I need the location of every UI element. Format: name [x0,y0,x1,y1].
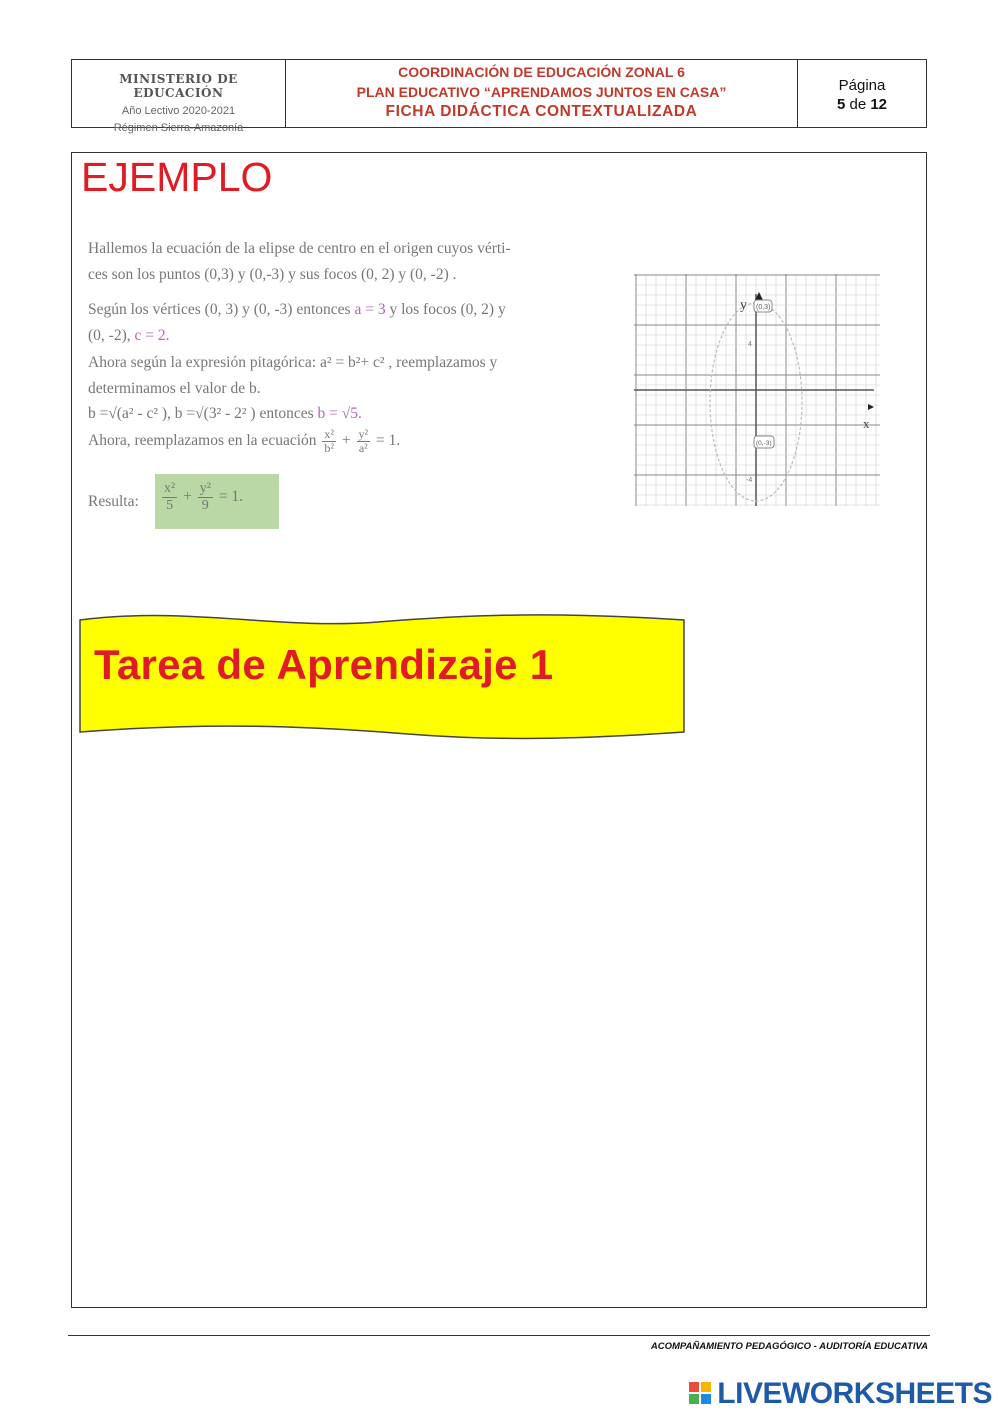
top-vertex-label: (0,3) [756,304,771,311]
example-line-5: Ahora según la expresión pitagórica: a² = b²+ c² , reemplazamos y [88,354,498,371]
example-line-3-rest: y los focos (0, 2) y [389,301,506,318]
frac-den: a² [358,441,368,455]
frac-num: y² [199,481,211,496]
example-line-1: Hallemos la ecuación de la elipse de centro en el origen cuyos vérti- [88,240,511,257]
liveworksheets-logo-icon [689,1382,713,1406]
header-ficha: FICHA DIDÁCTICA CONTEXTUALIZADA [385,103,698,120]
document-header [71,59,927,134]
result-fraction-x [162,481,177,514]
bottom-vertex-label: (0,-3) [756,440,772,447]
value-a: a = 3 [354,301,386,318]
page-label: Página [838,77,886,94]
task-title: Tarea de Aprendizaje 1 [94,641,554,688]
liveworksheets-brand[interactable] [689,1376,992,1412]
example-line-8 [88,428,400,455]
school-year: Año Lectivo 2020-2021 [121,105,236,117]
fraction-y-a [357,428,371,455]
frac-num: y² [358,427,369,441]
tick-label-neg4: -4 [746,477,753,484]
equals-one: = 1. [375,432,401,450]
page-number [798,95,926,114]
y-axis-label: y [740,298,747,313]
footer-divider [68,1335,930,1336]
example-line-4 [88,327,170,345]
value-b: b = √5. [317,405,362,422]
regime: Régimen Sierra-Amazonía [113,122,244,134]
header-left-cell [72,60,286,134]
tick-label-pos4: 4 [748,341,752,348]
fraction-x-b [322,428,336,455]
example-line-7-text: b =√(a² - c² ), b =√(3² - 2² ) entonces [88,405,314,422]
result-label: Resulta: [88,493,139,510]
footer-text: ACOMPAÑAMIENTO PEDAGÓGICO - AUDITORÍA EDUCATIVA [650,1341,928,1352]
header-center-cell [286,60,798,127]
plus-sign: + [183,488,192,506]
example-line-4-text: (0, -2), [88,327,131,344]
header-coordination: COORDINACIÓN DE EDUCACIÓN ZONAL 6 [398,64,685,80]
example-line-7 [88,405,362,423]
example-line-6: determinamos el valor de b. [88,380,261,397]
header-page-cell [798,60,926,127]
ellipse-graph [634,274,880,506]
header-plan: PLAN EDUCATIVO “APRENDAMOS JUNTOS EN CASA” [356,84,727,100]
frac-num: x² [324,427,334,441]
frac-num: x² [164,481,176,496]
frac-den: 9 [201,498,209,513]
liveworksheets-wordmark: LIVEWORKSHEETS [717,1377,992,1410]
equals-one: = 1. [218,488,244,506]
result-fraction-y [198,481,213,514]
example-line-3-text: Según los vértices (0, 3) y (0, -3) entonces [88,301,351,318]
plus-sign: + [341,432,351,450]
example-line-8-text: Ahora, reemplazamos en la ecuación [88,432,317,450]
page-of: de [849,96,867,113]
example-line-3 [88,301,506,319]
page-current: 5 [836,96,846,113]
frac-den: b² [324,441,334,455]
example-heading: EJEMPLO [81,154,273,200]
ministry-name: MINISTERIO DE EDUCACIÓN [119,72,238,100]
frac-den: 5 [166,498,174,513]
page-total: 12 [870,96,888,113]
example-line-2: ces son los puntos (0,3) y (0,-3) y sus focos (0, 2) y (0, -2) . [88,266,457,283]
value-c: c = 2. [134,327,170,344]
x-axis-label: x [863,416,870,431]
result-equation [160,481,243,514]
